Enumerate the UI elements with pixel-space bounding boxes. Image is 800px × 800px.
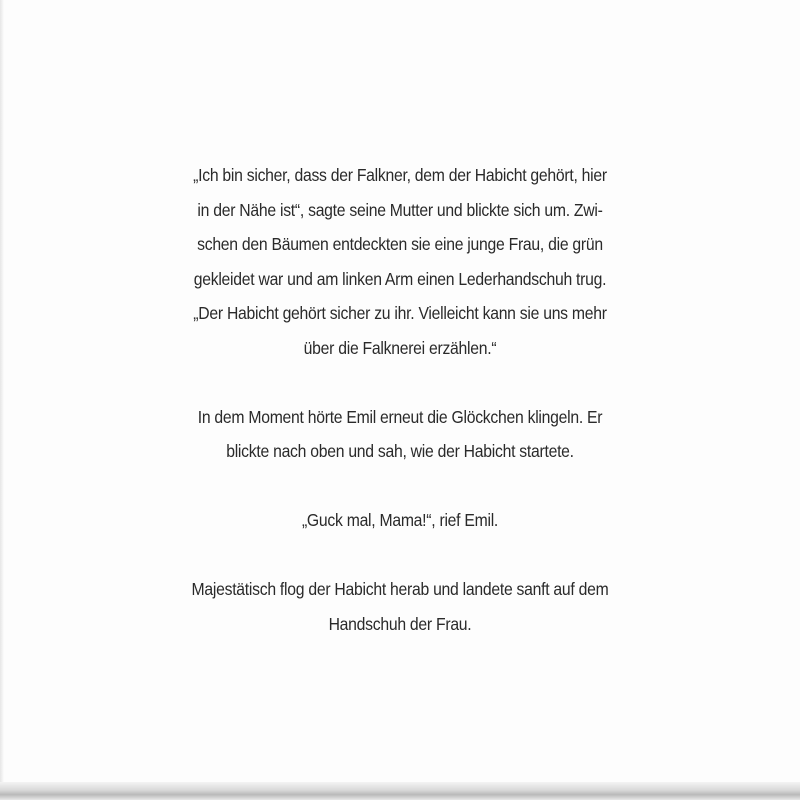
paragraph-majestaetisch [130,572,670,641]
text-line: „Der Habicht gehört sicher zu ihr. Vielleicht kann sie uns mehr [193,303,607,323]
story-text [130,158,670,641]
text-line: gekleidet war und am linken Arm einen Lederhandschuh trug. [193,268,607,289]
text-line: Handschuh der Frau. [328,613,472,634]
paragraph-gap [130,365,670,400]
text-line: schen den Bäumen entdeckten sie eine junge Frau, die grün [197,234,603,254]
text-line: in der Nähe ist“, sagte seine Mutter und blickte sich um. Zwi- [197,199,603,220]
text-line: „Guck mal, Mama!“, rief Emil. [301,510,499,530]
paragraph-falkner [130,158,670,365]
paragraph-gap [130,469,670,504]
page-left-edge [0,0,4,800]
paragraph-guck-mal [130,503,670,538]
text-line: „Ich bin sicher, dass der Falkner, dem der Habicht gehört, hier [193,165,607,185]
text-line: Majestätisch flog der Habicht herab und landete sanft auf dem [191,579,609,599]
text-line: In dem Moment hörte Emil erneut die Glöckchen klingeln. Er [197,406,603,427]
page-bottom-edge [0,782,800,800]
text-line: blickte nach oben und sah, wie der Habicht startete. [226,441,574,461]
paragraph-gap [130,538,670,573]
paragraph-gloeckchen [130,400,670,469]
text-line: über die Falknerei erzählen.“ [303,337,497,358]
